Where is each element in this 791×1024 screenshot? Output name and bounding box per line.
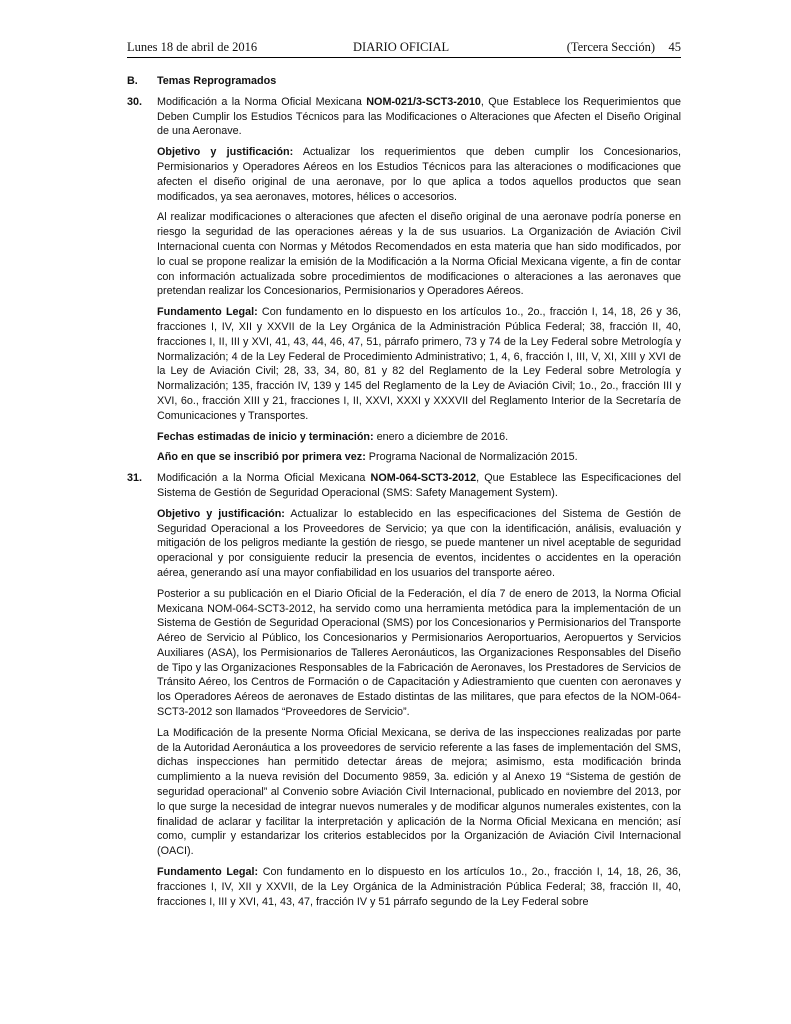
item-31-objetivo: [127, 507, 681, 581]
item-31-fundamento-label: Fundamento Legal:: [157, 866, 259, 879]
item-30-title-post: , Que Establece los Requerimientos que Deben Cumplir los Estudios Técnicos para las Modificaciones o Alteraciones que Afecten el Diseño Original de una Aeronave.: [157, 95, 681, 138]
item-31-fundamento: [127, 865, 681, 909]
item-30-anio: [127, 450, 681, 465]
header-rule: [127, 57, 681, 58]
section-heading: [127, 74, 681, 89]
item-30-fundamento-text: Con fundamento en lo dispuesto en los artículos 1o., 2o., fracción I, 14, 18, 26 y 36, fracciones I, IV, XII y XXVII de la Ley Orgánica de la Administración Pública Federal; 38, fracción II, 40, fracciones I, II, III y XVI, 41, 43, 44, 46, 47, 51, párrafo primero, 73 y 74 de la Ley Federal sobre Metrología y Normalización; 4 de la Ley Federal de Procedimiento Administrativo; 1, 4, 6, fracción I, III, V, XI, XIII y XVI de la Ley de Aviación Civil; 28, 33, 34, 80, 81 y 82 del Reglamento de la Ley Federal sobre Metrología y Normalización; 135, fracción IV, 139 y 145 del Reglamento de la Ley de Aviación Civil; 1o., 2o., fracción III y XVI, 6o., fracción XIII y 21, fracciones I, II, XXVI, XXXI y XXXVII del Reglamento Interior de la Secretaría de Comunicaciones y Transportes.: [157, 306, 681, 422]
item-30-objetivo-label: Objetivo y justificación:: [157, 146, 294, 159]
header-section: (Tercera Sección): [566, 40, 655, 54]
item-30-anio-label: Año en que se inscribió por primera vez:: [157, 451, 366, 464]
item-30-anio-text: Programa Nacional de Normalización 2015.: [365, 451, 578, 464]
document-body: [127, 74, 681, 909]
item-30-fundamento: [127, 305, 681, 423]
item-30-title: [127, 95, 681, 139]
item-31-objetivo-text: Actualizar lo establecido en las especificaciones del Sistema de Gestión de Seguridad Operacional a los Proveedores de Servicio; ya que con la identificación, análisis, evaluación y mitigación de los peligros mediante la gestión de riesgo, se puede mantener un nivel aceptable de seguridad operacional y por consiguiente reducir la presencia de eventos, incidentes o accidentes en la operación aérea, generando así una mayor confiabilidad en los usuarios del transporte aéreo.: [157, 507, 681, 579]
item-30-paragraph: Al realizar modificaciones o alteraciones que afecten el diseño original de una aeronave podría ponerse en riesgo la seguridad de las operaciones aéreas y la de sus usuarios. La Organización de Aviación Civil Internacional cuenta con Normas y Métodos Recomendados en esta materia que han sido modificados, por lo cual se propone realizar la emisión de la Modificación a la Norma Oficial Mexicana vigente, a fin de contar con información actualizada sobre procedimientos de modificaciones o alteraciones a las aeronaves que pretendan realizar los Concesionarios, Permisionarios y Operadores Aéreos.: [157, 211, 681, 298]
item-30-fundamento-label: Fundamento Legal:: [157, 306, 258, 319]
item-31-title-pre: Modificación a la Norma Oficial Mexicana: [157, 472, 371, 485]
item-30-objetivo: [127, 145, 681, 204]
item-31-title: [127, 471, 681, 501]
item-30-fechas-text: enero a diciembre de 2016.: [373, 430, 509, 443]
item-30-fechas: [127, 430, 681, 445]
item-31-code: NOM-064-SCT3-2012: [370, 472, 477, 485]
header-date: Lunes 18 de abril de 2016: [127, 40, 258, 54]
item-30-number: 30.: [127, 95, 143, 108]
section-letter: B.: [127, 75, 138, 87]
page-header: [127, 40, 681, 58]
item-31-title-post: , Que Establece las Especificaciones del Sistema de Gestión de Seguridad Operacional (SMS: Safety Management System).: [157, 472, 681, 499]
section-title: Temas Reprogramados: [157, 75, 277, 87]
item-31-number: 31.: [127, 472, 143, 485]
item-31-paragraph-2: La Modificación de la presente Norma Oficial Mexicana, se deriva de las inspecciones realizadas por parte de la Autoridad Aeronáutica a los proveedores de servicio referente a las fases de implementación del SMS, dichas inspecciones han permitido detectar áreas de mejora; asimismo, esta modificación brinda cumplimiento a la nueva revisión del Documento 9859, 3a. edición y al Anexo 19 “Sistema de gestión de seguridad operacional” al Convenio sobre Aviación Civil Internacional, publicado en noviembre del 2013, por lo que surge la necesidad de integrar nuevos numerales y de modificar algunos numerales existentes, con la finalidad de aclarar y facilitar la interpretación y aplicación de la Norma Oficial Mexicana en mención; así como, cumplir y estandarizar los criterios establecidos por la Organización de Aviación Civil Internacional (OACI).: [157, 726, 681, 858]
item-31-fundamento-text: Con fundamento en lo dispuesto en los artículos 1o., 2o., fracción I, 14, 18, 26, 36, fracciones I, IV, XII y XXVII, de la Ley Orgánica de la Administración Pública Federal; 38, fracción II, 40, fracciones I, III y XVI, 41, 43, 47, fracción IV y 51 párrafo segundo de la Ley Federal sobre: [157, 866, 682, 908]
item-31-objetivo-label: Objetivo y justificación:: [157, 507, 285, 520]
header-page-number: 45: [668, 40, 681, 54]
item-30-objetivo-text: Actualizar los requerimientos que deben cumplir los Concesionarios, Permisionarios y Operadores Aéreos en los Estudios Técnicos para las alteraciones o modificaciones que afecten el diseño original de una aeronave, por lo que aplica a todos aquellos productos que sean modificados, ya sea aeronaves, motores, hélices o accesorios.: [157, 146, 681, 203]
document-page: [127, 40, 681, 909]
item-30-fechas-label: Fechas estimadas de inicio y terminación:: [157, 430, 374, 443]
header-title: DIARIO OFICIAL: [353, 40, 450, 54]
item-31-paragraph-1: Posterior a su publicación en el Diario Oficial de la Federación, el día 7 de enero de 2013, la Norma Oficial Mexicana NOM-064-SCT3-2012, ha servido como una herramienta metódica para la implementación de un Sistema de Gestión de Seguridad Operacional (SMS) por los Concesionarios y Permisionarios del Transporte Aéreo de Servicio al Público, los Concesionarios y Permisionarios Aeroportuarios, Aeropuertos y Servicios Auxiliares (ASA), los Permisionarios de Talleres Aeronáuticos, las Organizaciones Responsables del Diseño de Tipo y las Organizaciones Responsables de la Fabricación de Aeronaves, los Prestadores de Servicios de Tránsito Aéreo, los Centros de Formación o de Capacitación y Adiestramiento que cuenten con aeronaves y los Operadores Aéreos de aeronaves de Estado distintas de las militares, que para efectos de la NOM-064-SCT3-2012 son llamados “Proveedores de Servicio”.: [157, 587, 681, 719]
item-30-code: NOM-021/3-SCT3-2010: [366, 95, 481, 108]
item-30-title-pre: Modificación a la Norma Oficial Mexicana: [157, 95, 367, 108]
